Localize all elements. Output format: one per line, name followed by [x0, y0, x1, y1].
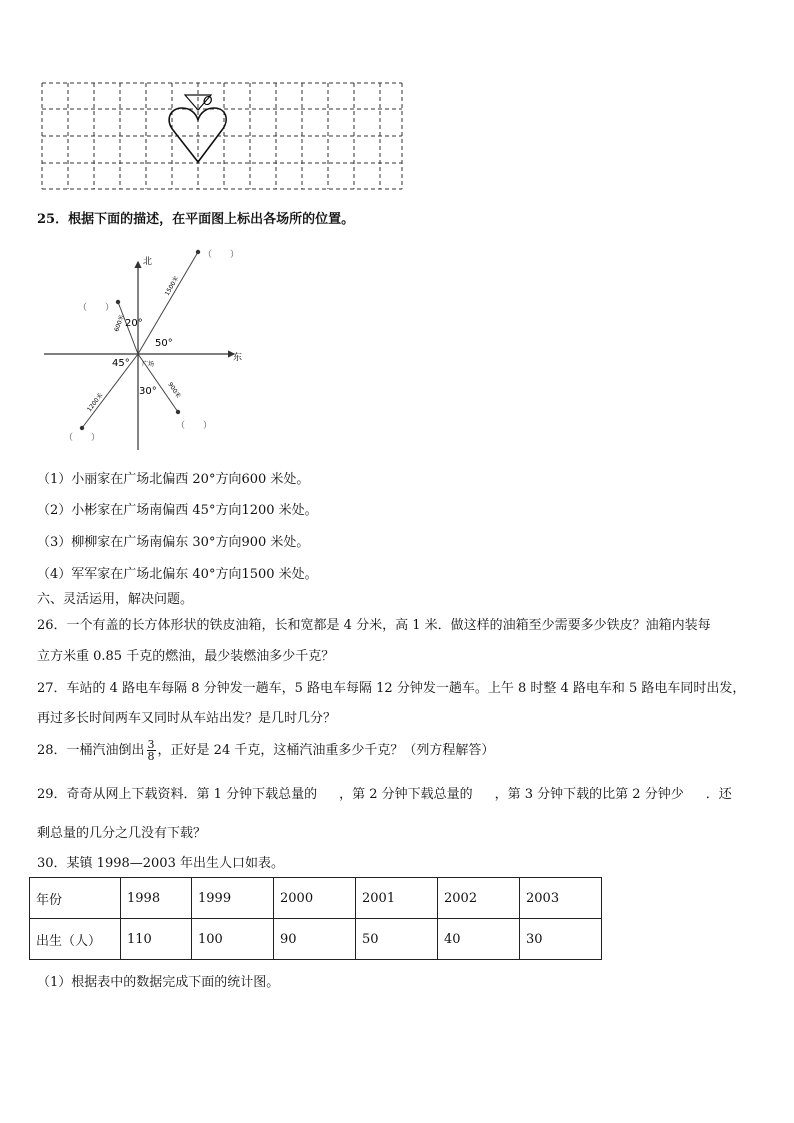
section-6-heading: 六、灵活运用，解决问题。	[37, 592, 194, 607]
blank-ne: （ ）	[203, 250, 240, 260]
population-table	[29, 877, 602, 960]
center-label: 广场	[142, 361, 155, 368]
point-nw	[116, 300, 120, 304]
point-se	[176, 410, 180, 414]
q25-item-2: （2）小彬家在广场南偏西 45°方向1200 米处。	[37, 503, 318, 518]
q27-line-1: 27．车站的 4 路电车每隔 8 分钟发一趟车，5 路电车每隔 12 分钟发一趟车。上午 8 时整 4 路电车和 5 路电车同时出发，	[37, 681, 746, 696]
east-label: 东	[233, 353, 243, 363]
grid-heart-figure	[40, 80, 405, 192]
q29-part-2: ，第 2 分钟下载总量的	[339, 787, 473, 802]
blank-nw: （ ）	[78, 303, 115, 313]
q29-line-1	[37, 783, 732, 802]
dist-900-label: 900米	[166, 381, 182, 400]
table-cell: 30	[520, 919, 602, 960]
q28-before: 28．一桶汽油倒出	[37, 743, 145, 758]
dist-1200-label: 1200米	[86, 391, 105, 414]
q26-line-1: 26．一个有盖的长方体形状的铁皮油箱，长和宽都是 4 分米，高 1 米．做这样的油箱至少需要多少铁皮？油箱内装每	[37, 618, 711, 633]
dist-1500-label: 1500米	[163, 275, 181, 297]
table-cell: 2003	[520, 878, 602, 919]
table-cell: 40	[438, 919, 520, 960]
q28-after: ，正好是 24 千克，这桶汽油重多少千克？（列方程解答）	[157, 743, 495, 758]
q25-item-1: （1）小丽家在广场北偏西 20°方向600 米处。	[37, 472, 310, 487]
angle-20-label: 20°	[125, 318, 143, 329]
table-cell: 年份	[30, 878, 121, 919]
q29-part-1: 29．奇奇从网上下载资料．第 1 分钟下载总量的	[37, 787, 318, 802]
table-cell: 50	[356, 919, 438, 960]
direction-diagram	[38, 242, 248, 452]
table-cell: 90	[274, 919, 356, 960]
q29-part-3: ，第 3 分钟下载的比第 2 分钟少	[494, 787, 684, 802]
point-ne	[196, 250, 200, 254]
table-cell: 2001	[356, 878, 438, 919]
blank-sw: （ ）	[64, 433, 101, 443]
table-cell: 2000	[274, 878, 356, 919]
blank-se: （ ）	[176, 421, 213, 431]
q30-sub-1: （1）根据表中的数据完成下面的统计图。	[37, 975, 280, 990]
table-cell: 1998	[121, 878, 192, 919]
table-row-header	[30, 878, 602, 919]
dashed-grid	[42, 83, 402, 189]
angle-45-label: 45°	[112, 358, 130, 369]
point-o-label: O	[203, 94, 213, 108]
table-cell: 2002	[438, 878, 520, 919]
table-cell: 1999	[192, 878, 274, 919]
q28-text	[37, 738, 494, 764]
q29-line-2: 剩总量的几分之几没有下载？	[37, 826, 207, 841]
angle-50-label: 50°	[155, 338, 173, 349]
q26-line-2: 立方米重 0.85 千克的燃油，最少装燃油多少千克？	[37, 649, 335, 664]
table-cell: 100	[192, 919, 274, 960]
dist-600-label: 600米	[113, 313, 126, 333]
north-label: 北	[143, 257, 153, 267]
q27-line-2: 再过多长时间两车又同时从车站出发？是几时几分？	[37, 711, 337, 726]
q29-part-4: ．还	[705, 787, 732, 802]
q25-text: 25．根据下面的描述，在平面图上标出各场所的位置。	[37, 212, 355, 227]
q30-text: 30．某镇 1998—2003 年出生人口如表。	[37, 856, 284, 871]
q25-item-3: （3）柳柳家在广场南偏东 30°方向900 米处。	[37, 535, 310, 550]
table-row-births	[30, 919, 602, 960]
fraction-3-8: $\frac{3}{8}$	[147, 738, 155, 763]
point-sw	[80, 426, 84, 430]
angle-30-label: 30°	[139, 386, 157, 397]
table-cell: 110	[121, 919, 192, 960]
q25-item-4: （4）军军家在广场北偏东 40°方向1500 米处。	[37, 567, 318, 582]
table-cell: 出生（人）	[30, 919, 121, 960]
